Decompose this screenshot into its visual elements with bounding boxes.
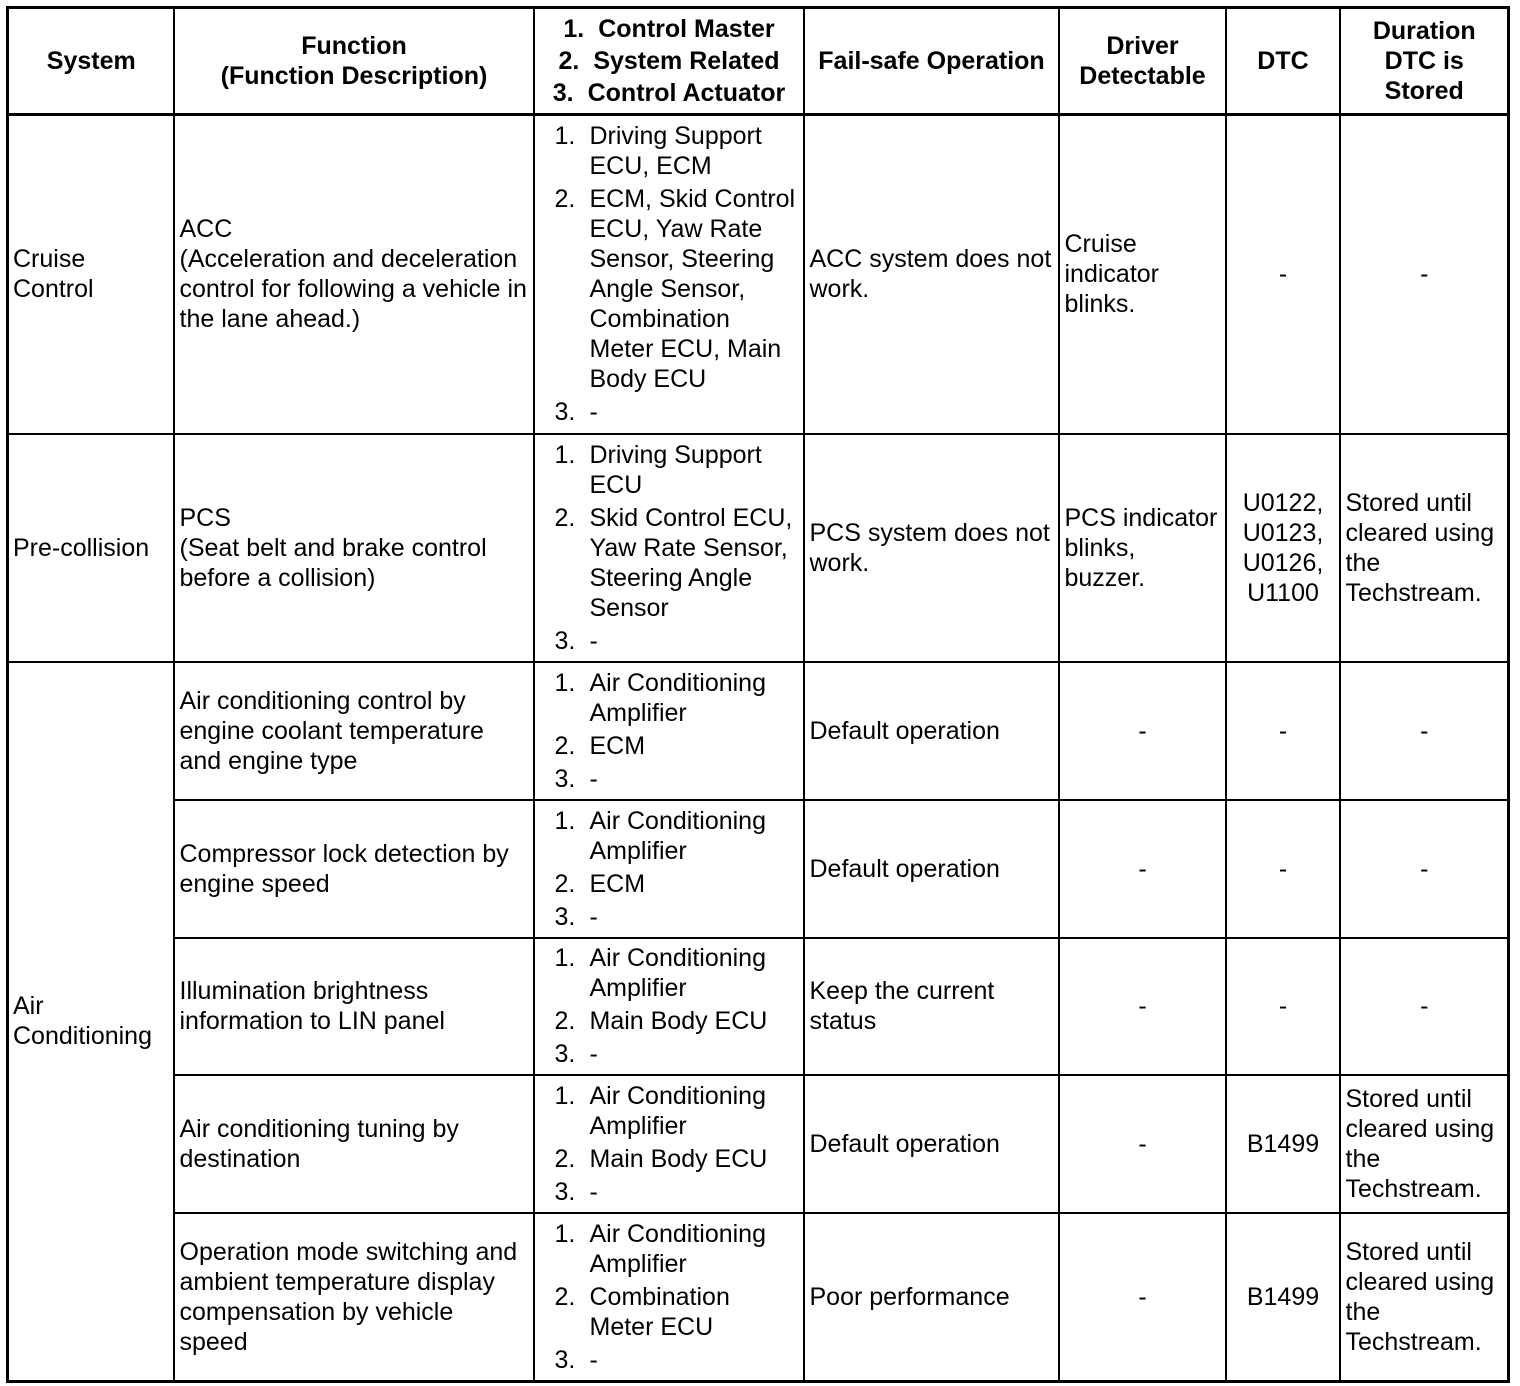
duration-line: Stored until bbox=[1345, 1237, 1472, 1266]
failsafe-line: Default operation bbox=[809, 716, 1000, 745]
item-line: Driving Support bbox=[589, 122, 762, 151]
item-line: ECM bbox=[589, 731, 646, 760]
control-item bbox=[555, 1282, 799, 1342]
control-item bbox=[555, 764, 799, 794]
item-label: System Related bbox=[593, 47, 780, 75]
item-label: Control Master bbox=[598, 15, 775, 43]
function-cell bbox=[174, 938, 534, 1075]
item-number: 2. bbox=[554, 1144, 576, 1173]
item-line: Amplifier bbox=[589, 698, 687, 727]
item-text bbox=[590, 869, 646, 899]
control-item bbox=[555, 668, 799, 728]
table-row bbox=[8, 1075, 1509, 1213]
driver-line: PCS indicator bbox=[1064, 503, 1218, 532]
failsafe-line: ACC system does not bbox=[809, 245, 1052, 274]
duration-line: the bbox=[1345, 1297, 1381, 1326]
item-line: Meter ECU bbox=[589, 1312, 714, 1341]
table-row bbox=[8, 115, 1509, 434]
item-text bbox=[590, 503, 793, 623]
duration-line: - bbox=[1420, 716, 1429, 745]
header-control-item bbox=[540, 78, 799, 108]
function-cell bbox=[174, 115, 534, 434]
system-line: Air bbox=[13, 992, 44, 1021]
function-line: Illumination brightness bbox=[179, 977, 429, 1005]
duration-cell bbox=[1340, 662, 1509, 800]
failsafe-line: Poor performance bbox=[809, 1282, 1010, 1311]
dtc-line: U0126, bbox=[1242, 548, 1324, 577]
item-number: 1. bbox=[554, 1081, 576, 1110]
duration-line: Techstream. bbox=[1345, 1327, 1482, 1356]
item-number: 3. bbox=[554, 1345, 576, 1374]
item-text bbox=[590, 806, 767, 866]
item-line: Driving Support bbox=[589, 440, 762, 469]
system-cell bbox=[8, 115, 174, 434]
function-cell bbox=[174, 800, 534, 938]
failsafe-cell bbox=[804, 938, 1059, 1075]
item-line: - bbox=[589, 902, 598, 931]
control-item bbox=[555, 869, 799, 899]
failsafe-line: work. bbox=[809, 275, 870, 304]
dtc-cell bbox=[1226, 800, 1340, 938]
item-line: ECU, Yaw Rate bbox=[589, 215, 763, 244]
item-text bbox=[590, 1219, 767, 1279]
control-item bbox=[555, 397, 799, 427]
system-line: Cruise bbox=[13, 245, 86, 274]
item-line: Angle Sensor, bbox=[589, 275, 746, 304]
duration-cell bbox=[1340, 800, 1509, 938]
function-line: compensation by vehicle bbox=[179, 1297, 454, 1326]
item-line: Main Body ECU bbox=[589, 1144, 768, 1173]
duration-line: cleared using bbox=[1345, 518, 1495, 547]
dtc-line: - bbox=[1278, 716, 1288, 745]
item-line: - bbox=[589, 1177, 598, 1206]
control-item bbox=[555, 121, 799, 181]
item-line: Main Body ECU bbox=[589, 1007, 768, 1035]
system-line: Conditioning bbox=[13, 1022, 152, 1051]
control-cell bbox=[534, 1213, 804, 1382]
driver-line: - bbox=[1138, 1282, 1147, 1311]
item-line: Skid Control ECU, bbox=[589, 503, 793, 532]
function-cell bbox=[174, 1075, 534, 1213]
system-function-table bbox=[6, 6, 1510, 1383]
item-number: 3. bbox=[554, 902, 576, 931]
item-text bbox=[590, 397, 598, 427]
driver-detectable-cell bbox=[1059, 1075, 1226, 1213]
dtc-cell bbox=[1226, 1213, 1340, 1382]
item-line: Air Conditioning bbox=[589, 1219, 766, 1248]
dtc-cell bbox=[1226, 938, 1340, 1075]
item-number: 3. bbox=[554, 398, 576, 427]
dtc-cell bbox=[1226, 434, 1340, 662]
function-line: destination bbox=[179, 1144, 301, 1173]
header-function-line: (Function Description) bbox=[220, 62, 488, 90]
driver-detectable-cell bbox=[1059, 938, 1226, 1075]
control-item bbox=[555, 943, 799, 1003]
item-line: ECM bbox=[589, 869, 646, 898]
item-text bbox=[590, 764, 598, 794]
function-line: Air conditioning tuning by bbox=[179, 1114, 459, 1143]
item-number: 3. bbox=[552, 79, 574, 107]
dtc-line: - bbox=[1278, 854, 1288, 883]
item-number: 2. bbox=[554, 869, 576, 898]
dtc-line: U0122, bbox=[1242, 488, 1324, 517]
function-line: ACC bbox=[179, 215, 233, 244]
function-line: the lane ahead.) bbox=[179, 305, 361, 334]
item-number: 2. bbox=[558, 47, 580, 75]
duration-cell bbox=[1340, 1213, 1509, 1382]
item-number: 3. bbox=[554, 626, 576, 655]
driver-detectable-cell bbox=[1059, 115, 1226, 434]
duration-cell bbox=[1340, 434, 1509, 662]
item-text bbox=[590, 121, 762, 181]
driver-line: buzzer. bbox=[1064, 563, 1146, 592]
failsafe-line: Keep the current bbox=[809, 977, 995, 1005]
item-line: Amplifier bbox=[589, 1111, 687, 1140]
driver-line: - bbox=[1138, 854, 1147, 883]
item-number: 1. bbox=[554, 806, 576, 835]
item-line: - bbox=[589, 764, 598, 793]
system-line: Control bbox=[13, 275, 94, 304]
item-text bbox=[590, 1345, 598, 1375]
item-text bbox=[590, 1006, 768, 1036]
duration-line: the bbox=[1345, 1144, 1381, 1173]
item-number: 2. bbox=[554, 1282, 576, 1311]
function-line: Operation mode switching and bbox=[179, 1237, 518, 1266]
control-item bbox=[555, 1177, 799, 1207]
table-row bbox=[8, 434, 1509, 662]
control-item bbox=[555, 1039, 799, 1069]
item-number: 2. bbox=[554, 1007, 576, 1035]
item-line: Air Conditioning bbox=[589, 668, 766, 697]
control-item bbox=[555, 1219, 799, 1279]
dtc-line: - bbox=[1278, 260, 1288, 289]
item-text bbox=[590, 1282, 730, 1342]
function-line: and engine type bbox=[179, 746, 358, 775]
item-number: 1. bbox=[563, 15, 585, 43]
item-text bbox=[590, 902, 598, 932]
item-number: 2. bbox=[554, 503, 576, 532]
driver-line: Cruise bbox=[1064, 230, 1137, 259]
item-line: Combination bbox=[589, 1282, 730, 1311]
control-item bbox=[555, 902, 799, 932]
control-cell bbox=[534, 1075, 804, 1213]
table-row bbox=[8, 1213, 1509, 1382]
function-line: control for following a vehicle in bbox=[179, 275, 527, 304]
driver-detectable-cell bbox=[1059, 662, 1226, 800]
failsafe-line: Default operation bbox=[809, 1129, 1000, 1158]
item-number: 1. bbox=[554, 944, 576, 972]
duration-line: - bbox=[1420, 260, 1429, 289]
item-number: 3. bbox=[554, 1177, 576, 1206]
control-cell bbox=[534, 434, 804, 662]
table-row bbox=[8, 938, 1509, 1075]
item-text bbox=[590, 943, 767, 1003]
function-line: information to LIN panel bbox=[179, 1007, 445, 1035]
item-text bbox=[590, 184, 796, 394]
item-line: Air Conditioning bbox=[589, 944, 766, 972]
item-line: - bbox=[589, 1040, 598, 1068]
table-row bbox=[8, 662, 1509, 800]
duration-line: cleared using bbox=[1345, 1267, 1495, 1296]
dtc-line: U0123, bbox=[1242, 518, 1324, 547]
control-item bbox=[555, 1345, 799, 1375]
function-cell bbox=[174, 434, 534, 662]
header-driver-detectable bbox=[1059, 8, 1226, 115]
function-cell bbox=[174, 1213, 534, 1382]
dtc-line: - bbox=[1278, 992, 1288, 1020]
control-item bbox=[555, 440, 799, 500]
item-line: Yaw Rate Sensor, bbox=[589, 533, 788, 562]
item-text bbox=[590, 1081, 767, 1141]
function-line: engine speed bbox=[179, 869, 330, 898]
header-failsafe: Fail-safe Operation bbox=[804, 8, 1059, 115]
duration-line: - bbox=[1420, 992, 1429, 1020]
failsafe-cell bbox=[804, 1075, 1059, 1213]
control-item bbox=[555, 806, 799, 866]
item-line: - bbox=[589, 626, 598, 655]
header-duration-line: Stored bbox=[1384, 77, 1464, 105]
item-line: Amplifier bbox=[589, 974, 687, 1002]
duration-line: Techstream. bbox=[1345, 578, 1482, 607]
item-number: 2. bbox=[554, 185, 576, 214]
duration-line: the bbox=[1345, 548, 1381, 577]
item-line: - bbox=[589, 398, 598, 427]
item-line: - bbox=[589, 1345, 598, 1374]
item-text bbox=[590, 668, 767, 728]
item-line: ECU bbox=[589, 470, 643, 499]
failsafe-line: status bbox=[809, 1007, 877, 1035]
item-number: 1. bbox=[554, 440, 576, 469]
table-row bbox=[8, 800, 1509, 938]
duration-line: Stored until bbox=[1345, 488, 1472, 517]
item-line: Sensor bbox=[589, 593, 669, 622]
function-line: PCS bbox=[179, 503, 231, 532]
driver-detectable-cell bbox=[1059, 434, 1226, 662]
control-cell bbox=[534, 115, 804, 434]
header-control-item bbox=[540, 14, 799, 44]
item-line: Sensor, Steering bbox=[589, 245, 775, 274]
failsafe-cell bbox=[804, 662, 1059, 800]
driver-line: indicator bbox=[1064, 260, 1159, 289]
item-line: Body ECU bbox=[589, 365, 707, 394]
dtc-line: B1499 bbox=[1246, 1129, 1320, 1158]
header-row bbox=[8, 8, 1509, 115]
duration-line: - bbox=[1420, 854, 1429, 883]
failsafe-cell bbox=[804, 434, 1059, 662]
dtc-line: U1100 bbox=[1247, 578, 1319, 607]
item-number: 2. bbox=[554, 731, 576, 760]
header-function-line: Function bbox=[301, 32, 407, 60]
header-duration bbox=[1340, 8, 1509, 115]
system-cell bbox=[8, 434, 174, 662]
duration-cell bbox=[1340, 115, 1509, 434]
control-item bbox=[555, 503, 799, 623]
driver-line: blinks. bbox=[1064, 290, 1136, 319]
item-text bbox=[590, 626, 598, 656]
control-cell bbox=[534, 938, 804, 1075]
item-line: Meter ECU, Main bbox=[589, 335, 782, 364]
driver-detectable-cell bbox=[1059, 1213, 1226, 1382]
driver-line: - bbox=[1138, 1129, 1147, 1158]
control-cell bbox=[534, 800, 804, 938]
function-line: (Acceleration and deceleration bbox=[179, 245, 518, 274]
function-line: speed bbox=[179, 1327, 248, 1356]
failsafe-cell bbox=[804, 800, 1059, 938]
driver-detectable-cell bbox=[1059, 800, 1226, 938]
header-control-item bbox=[540, 46, 799, 76]
function-cell bbox=[174, 662, 534, 800]
item-text bbox=[590, 440, 762, 500]
item-number: 1. bbox=[554, 122, 576, 151]
failsafe-line: work. bbox=[809, 548, 870, 577]
item-line: ECM, Skid Control bbox=[589, 185, 796, 214]
dtc-cell bbox=[1226, 662, 1340, 800]
item-text bbox=[590, 1144, 768, 1174]
function-line: Compressor lock detection by bbox=[179, 839, 509, 868]
item-line: Amplifier bbox=[589, 1249, 687, 1278]
control-item bbox=[555, 1144, 799, 1174]
item-number: 1. bbox=[554, 668, 576, 697]
item-number: 3. bbox=[554, 764, 576, 793]
function-line: ambient temperature display bbox=[179, 1267, 495, 1296]
duration-line: Techstream. bbox=[1345, 1174, 1482, 1203]
control-item bbox=[555, 184, 799, 394]
failsafe-line: Default operation bbox=[809, 854, 1000, 883]
system-line: Pre-collision bbox=[13, 533, 150, 562]
item-number: 1. bbox=[554, 1219, 576, 1248]
driver-line: blinks, bbox=[1064, 533, 1136, 562]
header-duration-line: DTC is bbox=[1384, 47, 1464, 75]
dtc-cell bbox=[1226, 1075, 1340, 1213]
item-text bbox=[590, 1177, 598, 1207]
header-driver-line: Driver bbox=[1106, 32, 1179, 60]
dtc-cell bbox=[1226, 115, 1340, 434]
control-item bbox=[555, 626, 799, 656]
item-line: Air Conditioning bbox=[589, 806, 766, 835]
control-item bbox=[555, 731, 799, 761]
failsafe-cell bbox=[804, 1213, 1059, 1382]
duration-line: cleared using bbox=[1345, 1114, 1495, 1143]
item-line: Air Conditioning bbox=[589, 1081, 766, 1110]
header-function bbox=[174, 8, 534, 115]
header-system: System bbox=[8, 8, 174, 115]
header-driver-line: Detectable bbox=[1079, 62, 1206, 90]
function-line: Air conditioning control by bbox=[179, 686, 466, 715]
duration-line: Stored until bbox=[1345, 1084, 1472, 1113]
driver-line: - bbox=[1138, 716, 1147, 745]
header-control bbox=[534, 8, 804, 115]
header-dtc: DTC bbox=[1226, 8, 1340, 115]
item-line: Combination bbox=[589, 305, 730, 334]
item-line: Amplifier bbox=[589, 836, 687, 865]
driver-line: - bbox=[1138, 992, 1147, 1020]
item-text bbox=[590, 731, 646, 761]
header-duration-line: Duration bbox=[1372, 17, 1476, 45]
function-line: (Seat belt and brake control bbox=[179, 533, 487, 562]
duration-cell bbox=[1340, 1075, 1509, 1213]
control-cell bbox=[534, 662, 804, 800]
control-item bbox=[555, 1081, 799, 1141]
item-line: ECU, ECM bbox=[589, 152, 712, 181]
function-line: engine coolant temperature bbox=[179, 716, 484, 745]
item-line: Steering Angle bbox=[589, 563, 753, 592]
failsafe-line: PCS system does not bbox=[809, 518, 1050, 547]
duration-cell bbox=[1340, 938, 1509, 1075]
failsafe-cell bbox=[804, 115, 1059, 434]
control-item bbox=[555, 1006, 799, 1036]
item-number: 3. bbox=[554, 1040, 576, 1068]
dtc-line: B1499 bbox=[1246, 1282, 1320, 1311]
item-label: Control Actuator bbox=[587, 79, 786, 107]
function-line: before a collision) bbox=[179, 563, 376, 592]
system-cell bbox=[8, 662, 174, 1382]
item-text bbox=[590, 1039, 598, 1069]
